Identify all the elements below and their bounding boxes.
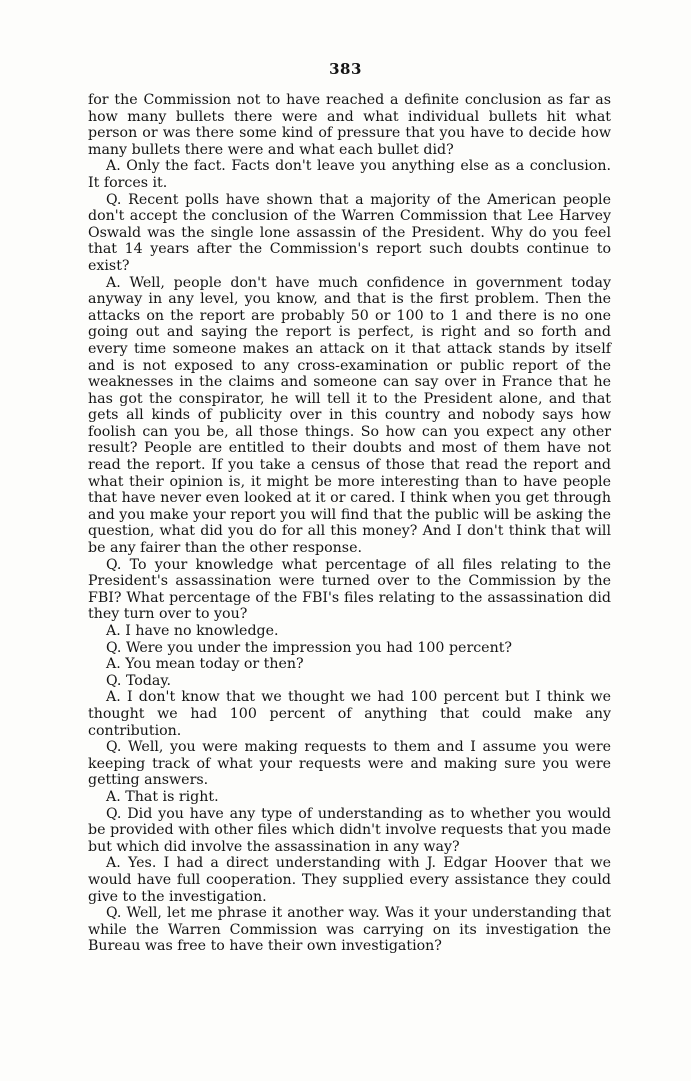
transcript-body <box>88 92 611 955</box>
transcript-paragraph: A. Well, people don't have much confidence in government today anyway in any level, you know, and that is the first problem. Then the attacks on the report are probably 50 or 100 to 1 and there is no one going out and saying the report is perfect, is right and so forth and every time someone makes an attack on it that attack stands by itself and is not exposed to any cross-examination or public report of the weaknesses in the claims and someone can say over in France that he has got the conspirator, he will tell it to the President alone, and that gets all kinds of publicity over in this country and nobody says how foolish can you be, all those things. So how can you expect any other result? People are entitled to their doubts and most of them have not read the report. If you take a census of those that read the report and what their opinion is, it might be more interesting than to have people that have never even looked at it or cared. I think when you get through and you make your report you will find that the public will be asking the question, what did you do for all this money? And I don't think that will be any fairer than the other response. <box>88 274 611 557</box>
transcript-paragraph: A. I don't know that we thought we had 100 percent but I think we thought we had 100 percent of anything that could make any contribution. <box>88 689 611 739</box>
transcript-paragraph: for the Commission not to have reached a definite conclusion as far as how many bullets there were and what individual bullets hit what person or was there some kind of pressure that you have to decide how many bullets there were and what each bullet did? <box>88 92 611 158</box>
transcript-paragraph: A. That is right. <box>106 788 219 805</box>
transcript-paragraph: Q. Today. <box>106 672 172 689</box>
transcript-paragraph: Q. Were you under the impression you had 100 percent? <box>106 639 513 656</box>
transcript-paragraph: Q. Well, let me phrase it another way. Was it your understanding that while the Warren Commission was carrying on its investigation the Bureau was free to have their own investigation? <box>88 905 611 955</box>
transcript-paragraph: Q. Recent polls have shown that a majority of the American people don't accept the conclusion of the Warren Commission that Lee Harvey Oswald was the single lone assassin of the President. Why do you feel that 14 years after the Commission's report such doubts continue to exist? <box>88 191 611 274</box>
transcript-paragraph: A. You mean today or then? <box>106 656 304 673</box>
transcript-paragraph: A. Only the fact. Facts don't leave you anything else as a conclusion. It forces it. <box>88 158 611 191</box>
transcript-paragraph: A. I have no knowledge. <box>106 623 279 639</box>
page-number: 383 <box>329 60 362 78</box>
transcript-paragraph: A. Yes. I had a direct understanding with J. Edgar Hoover that we would have full cooperation. They supplied every assistance they could give to the investigation. <box>88 855 611 905</box>
transcript-paragraph: Q. Did you have any type of understanding as to whether you would be provided with other files which didn't involve requests that you made but which did involve the assassination in any way? <box>88 805 611 855</box>
transcript-paragraph: Q. To your knowledge what percentage of all files relating to the President's assassination were turned over to the Commission by the FBI? What percentage of the FBI's files relating to the assassination did they turn over to you? <box>88 556 611 623</box>
transcript-paragraph: Q. Well, you were making requests to them and I assume you were keeping track of what your requests were and making sure you were getting answers. <box>88 739 611 789</box>
